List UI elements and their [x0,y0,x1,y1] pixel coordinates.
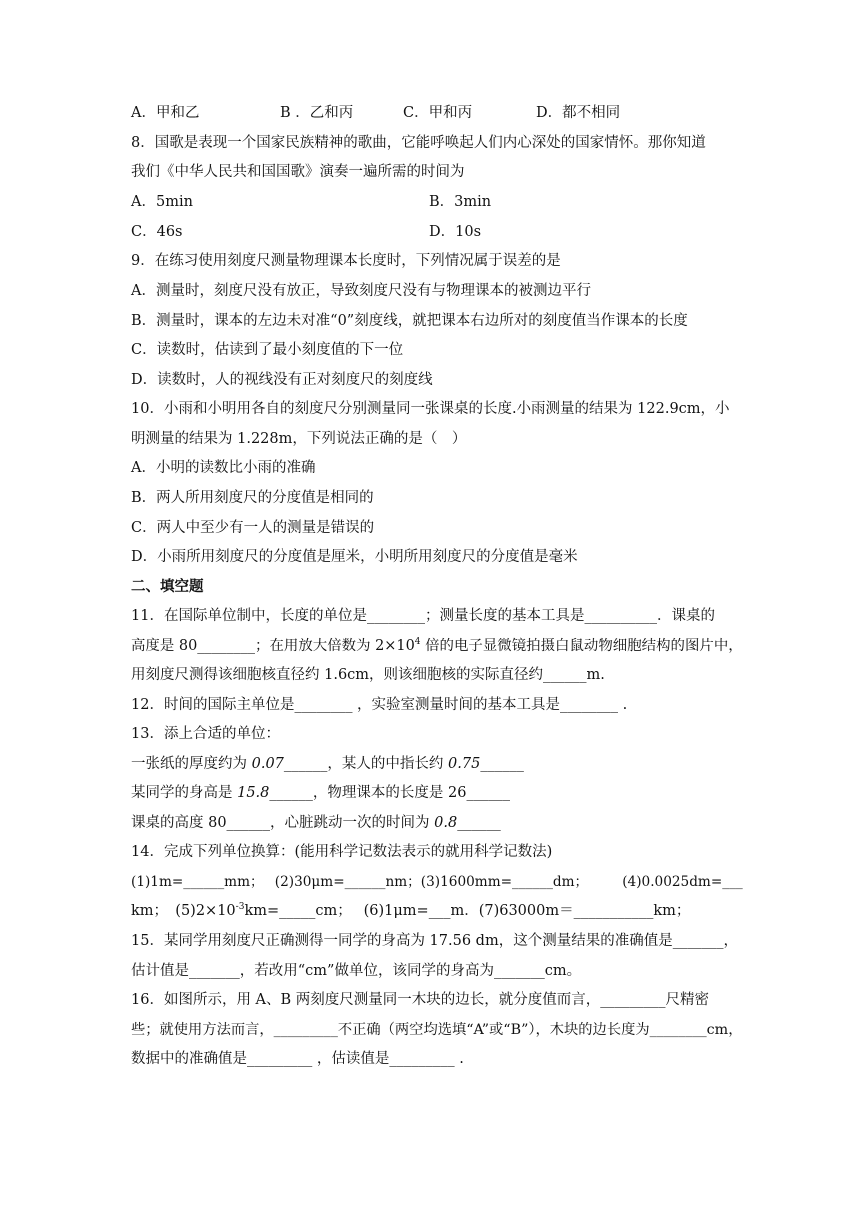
q14-line1: (1)1m=______mm； (2)30μm=______nm；(3)1600mm=______dm； (4)0.0025dm=___ [131,874,743,890]
q8-option-b: B．3min [429,194,492,210]
q13-r3-text-a: 课桌的高度 80______，心脏跳动一次的时间为 [131,815,435,831]
q13-r2-value-a: 15.8 [237,785,270,801]
q8-option-a: A．5min [131,194,193,210]
q12-line1: 12．时间的国际主单位是________ ，实验室测量时间的基本工具是________ . [131,697,628,713]
q11-line2-post: 倍的电子显微镜拍摄白鼠动物细胞结构的图片中， [420,638,743,654]
q11-line1: 11．在国际单位制中，长度的单位是________；测量长度的基本工具是__________．课桌的 [131,608,715,624]
q13-r1-blank-b: ______ [480,756,524,772]
q8-stem-line1: 8．国歌是表现一个国家民族精神的歌曲，它能呼唤起人们内心深处的国家情怀。那你知道 [131,135,706,151]
q14-stem: 14．完成下列单位换算：(能用科学记数法表示的就用科学记数法) [131,844,553,860]
q13-row3 [131,812,501,834]
q13-r3-value-b: 0.8 [434,815,458,831]
q13-r1-value-b: 0.75 [448,756,481,772]
q9-option-b: B．测量时，课本的左边未对准“0”刻度线，就把课本右边所对的刻度值当作课本的长度 [131,313,688,329]
q16-line3: 数据中的准确值是_________ ，估读值是_________ . [131,1051,464,1067]
q11-line2 [131,635,743,657]
q9-option-a: A．测量时，刻度尺没有放正，导致刻度尺没有与物理课本的被测边平行 [131,283,591,299]
q11-exponent: 4 [414,637,421,648]
q13-r1-value-a: 0.07 [251,756,284,772]
q9-option-c: C．读数时，估读到了最小刻度值的下一位 [131,342,404,358]
q13-r1-text-b: ______，某人的中指长约 [283,756,449,772]
q13-r2-text-b: ______，物理课本的长度是 26______ [269,785,510,801]
q10-option-c: C．两人中至少有一人的测量是错误的 [131,520,375,536]
q16-line1: 16．如图所示，用 A、B 两刻度尺测量同一木块的边长，就分度值而言，_________尺精密 [131,992,710,1008]
q14-exponent: -3 [235,902,245,913]
q9-stem: 9．在练习使用刻度尺测量物理课本长度时，下列情况属于误差的是 [131,253,561,269]
q10-stem-line2: 明测量的结果为 1.228m，下列说法正确的是（ ） [131,431,467,447]
q11-line3: 用刻度尺测得该细胞核直径约 1.6cm，则该细胞核的实际直径约______m. [131,667,605,683]
q14-line2 [131,900,690,922]
q13-r3-blank-b: ______ [457,815,501,831]
q7-option-a: A．甲和乙 [131,105,200,121]
q14-line2-pre: km； (5)2×10 [131,903,236,919]
q8-option-d: D．10s [429,224,482,240]
q10-option-b: B．两人所用刻度尺的分度值是相同的 [131,490,374,506]
q10-option-d: D．小雨所用刻度尺的分度值是厘米，小明所用刻度尺的分度值是毫米 [131,549,578,565]
section-heading-fill-blank: 二、填空题 [131,579,204,595]
q11-line2-pre: 高度是 80________；在用放大倍数为 2×10 [131,638,415,654]
q15-line1: 15．某同学用刻度尺正确测得一同学的身高为 17.56 dm，这个测量结果的准确值是_______， [131,933,738,949]
q7-option-c: C．甲和丙 [403,105,473,121]
q10-option-a: A．小明的读数比小雨的准确 [131,460,316,476]
q8-stem-line2: 我们《中华人民共和国国歌》演奏一遍所需的时间为 [131,164,465,180]
q8-option-c: C．46s [131,224,183,240]
q13-row2 [131,782,510,804]
q9-option-d: D．读数时，人的视线没有正对刻度尺的刻度线 [131,372,433,388]
q16-line2: 些；就使用方法而言，_________不正确（两空均选填“A”或“B”），木块的边长度为________cm， [131,1022,743,1038]
q14-line2-post: km=_____cm； (6)1μm=___m．(7)63000m＝___________km； [244,903,691,919]
q13-r2-text-a: 某同学的身高是 [131,785,238,801]
q15-line2: 估计值是_______，若改用“cm”做单位，该同学的身高为_______cm。 [131,963,582,979]
q7-option-b: B ．乙和丙 [280,105,354,121]
q7-option-d: D．都不相同 [536,105,621,121]
q13-stem: 13．添上合适的单位： [131,726,280,742]
q10-stem-line1: 10．小雨和小明用各自的刻度尺分别测量同一张课桌的长度.小雨测量的结果为 122.9cm，小 [131,401,730,417]
q13-row1 [131,753,524,775]
q13-r1-text-a: 一张纸的厚度约为 [131,756,252,772]
